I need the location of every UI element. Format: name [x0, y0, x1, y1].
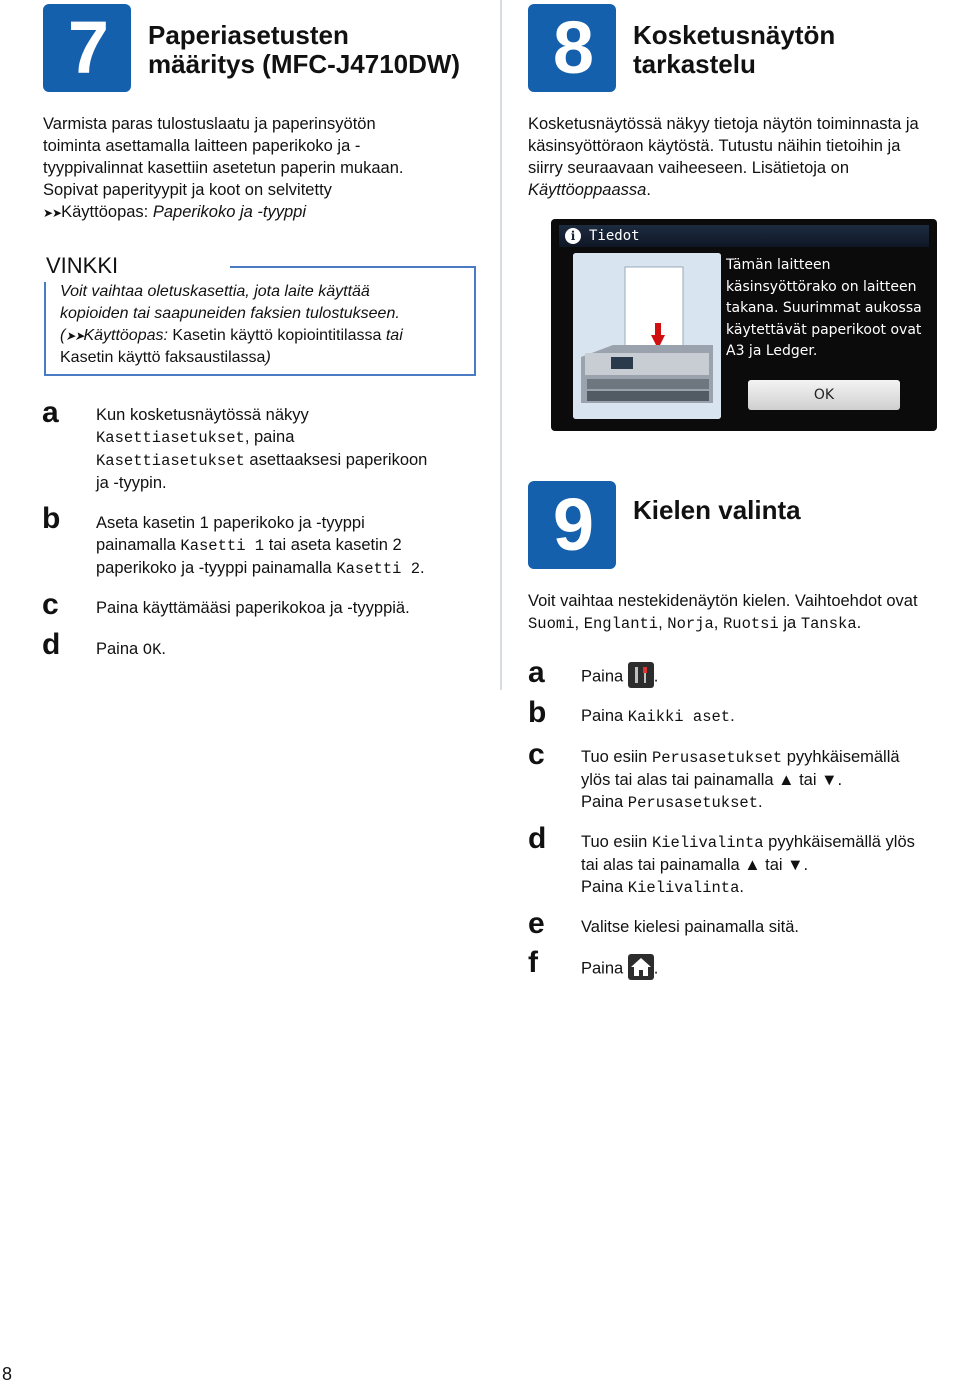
text: .: [653, 959, 659, 978]
settings-tools-icon: [628, 662, 654, 688]
step-7b-letter: b: [42, 502, 61, 535]
text: paperikoko ja -tyyppi painamalla: [96, 559, 337, 577]
step-7a-text: [96, 404, 481, 494]
text: Voit vaihtaa nestekidenäytön kielen. Vaihtoehdot ovat: [528, 592, 918, 610]
text: ja: [783, 614, 797, 632]
step-9e-text: [581, 916, 960, 938]
text: Tuo esiin: [581, 748, 652, 766]
step-8-body: [528, 113, 958, 201]
screen-message: [726, 255, 926, 363]
text: Paina: [581, 878, 628, 896]
step-8-title-line1: Kosketusnäytön: [633, 20, 836, 50]
step-7-title-line1: Paperiasetusten: [148, 20, 349, 50]
language-option: Tanska: [800, 615, 857, 633]
tip-line: Voit vaihtaa oletuskasettia, jota laite käyttää: [60, 283, 370, 300]
reference-or: tai: [385, 327, 403, 344]
body-line: siirry seuraavaan vaiheeseen. Lisätietoja on: [528, 159, 850, 177]
text: Paina: [581, 959, 624, 978]
tip-text: [60, 281, 470, 369]
message-line: käytettävät paperikoot ovat: [726, 321, 922, 338]
tip-title: VINKKI: [46, 253, 119, 278]
step-9-number-box: 9: [528, 481, 616, 569]
ui-label: Kielivalinta: [651, 834, 764, 852]
text: Paina: [96, 640, 143, 658]
screen-header-title: Tiedot: [589, 228, 640, 244]
reference-arrows-icon: ➤➤: [43, 206, 62, 220]
step-9e-letter: e: [528, 907, 545, 940]
intro-line: Varmista paras tulostuslaatu ja paperinsyötön: [43, 115, 376, 133]
intro-line: tyyppivalinnat kasettiin asetetun paperin mukaan.: [43, 159, 404, 177]
text: pyyhkäisemällä ylös: [763, 833, 915, 851]
step-7d-letter: d: [42, 628, 61, 661]
text: .: [758, 793, 763, 811]
step-9c-text: [581, 746, 960, 814]
step-9a-letter: a: [528, 656, 545, 689]
text: .: [730, 707, 735, 725]
text: Valitse kielesi painamalla sitä.: [581, 918, 799, 936]
text: .: [420, 559, 425, 577]
message-line: A3 ja Ledger.: [726, 343, 818, 359]
step-9b-text: [581, 705, 960, 728]
text: ylös tai alas tai painamalla ▲ tai ▼.: [581, 771, 843, 789]
tip-reference-2: [60, 347, 470, 369]
step-9d-letter: d: [528, 822, 547, 855]
text: Paina käyttämääsi paperikokoa ja -tyyppiä.: [96, 599, 410, 617]
step-7c-letter: c: [42, 588, 59, 621]
text: .: [161, 640, 166, 658]
intro-line: toiminta asettamalla laitteen paperikoko ja -: [43, 137, 361, 155]
reference-book: Käyttöopas:: [83, 327, 168, 344]
intro-line: Sopivat paperityypit ja koot on selvitetty: [43, 181, 332, 199]
text: Paina: [581, 667, 624, 686]
text: .: [739, 878, 745, 896]
step-9f-letter: f: [528, 946, 538, 979]
text: , paina: [244, 428, 295, 446]
step-9-title: Kielen valinta: [633, 495, 801, 525]
reference-arrows-icon: ➤➤: [65, 329, 84, 343]
step-9a-text: [581, 664, 960, 690]
language-option: Suomi: [528, 615, 575, 633]
language-option: Englanti: [583, 615, 659, 633]
manual-name: Käyttöoppaassa: [528, 181, 647, 199]
text: asettaaksesi paperikoon: [244, 451, 428, 469]
text: Paina: [581, 707, 628, 725]
text: ja -tyypin.: [96, 474, 167, 492]
step-9f-text: [581, 956, 960, 982]
page-number: 8: [2, 1364, 13, 1384]
step-7-title: [148, 21, 460, 79]
info-icon: i: [565, 228, 581, 244]
tip-reference: [60, 325, 470, 347]
printer-illustration: [573, 253, 721, 419]
reference-topic: Kasetin käyttö kopiointitilassa: [172, 327, 382, 344]
ui-label: Kasettiasetukset: [96, 452, 245, 470]
body-line: Kosketusnäytössä näkyy tietoja näytön toiminnasta ja: [528, 115, 919, 133]
ok-button[interactable]: OK: [748, 380, 900, 410]
ui-label: Kasettiasetukset: [96, 429, 245, 447]
step-9b-letter: b: [528, 696, 547, 729]
language-option: Norja: [667, 615, 714, 633]
column-divider: [500, 0, 502, 690]
message-line: takana. Suurimmat aukossa: [726, 300, 922, 316]
step-9-intro: Voit vaihtaa nestekidenäytön kielen. Vaihtoehdot ovat Suomi, Englanti, Norja, Ruotsi ja Tanska.: [528, 590, 960, 635]
step-7b-text: [96, 512, 481, 580]
text: .: [653, 667, 659, 686]
step-7-number-box: 7: [43, 4, 131, 92]
reference-topic: Kasetin käyttö faksaustilassa: [60, 349, 266, 366]
printer-icon: [573, 253, 721, 419]
step-7-title-line2: määritys (MFC-J4710DW): [148, 49, 461, 79]
paren-open: (: [60, 327, 66, 344]
touchscreen-screenshot: [551, 219, 937, 431]
step-8-title-line2: tarkastelu: [633, 49, 756, 79]
step-7c-text: [96, 597, 481, 619]
body-line: käsinsyöttöraon käytöstä. Tutustu näihin tietoihin ja: [528, 137, 901, 155]
message-line: Tämän laitteen: [726, 257, 831, 273]
step-7a-letter: a: [42, 396, 59, 429]
step-9d-text: [581, 831, 960, 899]
home-icon: [628, 954, 654, 980]
ui-label: Perusasetukset: [627, 794, 759, 812]
ui-label: OK: [142, 641, 162, 659]
ui-label: Kasetti 1: [180, 537, 265, 555]
text: Aseta kasetin 1 paperikoko ja -tyyppi: [96, 514, 365, 532]
reference-book: Käyttöopas:: [61, 203, 149, 221]
step-8-number-box: 8: [528, 4, 616, 92]
language-option: Ruotsi: [722, 615, 779, 633]
step-7d-text: [96, 638, 481, 661]
text: .: [646, 181, 651, 199]
ui-label: Kaikki aset: [627, 708, 731, 726]
text: tai alas tai painamalla ▲ tai ▼.: [581, 856, 809, 874]
text: pyyhkäisemällä: [782, 748, 900, 766]
text: Tuo esiin: [581, 833, 652, 851]
reference-topic: Paperikoko ja -tyyppi: [152, 203, 307, 221]
manual-reference: [43, 201, 483, 224]
step-8-title: [633, 21, 835, 79]
ui-label: Perusasetukset: [651, 749, 783, 767]
ui-label: Kielivalinta: [627, 879, 740, 897]
ui-label: Kasetti 2: [336, 560, 421, 578]
tip-line: kopioiden tai saapuneiden faksien tulostukseen.: [60, 305, 400, 322]
text: Paina: [581, 793, 628, 811]
paren-close: ): [265, 349, 271, 366]
text: painamalla: [96, 536, 181, 554]
text: tai aseta kasetin 2: [264, 536, 402, 554]
step-7-intro: [43, 113, 483, 224]
screen-header: [559, 225, 929, 247]
step-9c-letter: c: [528, 738, 545, 771]
text: Kun kosketusnäytössä näkyy: [96, 406, 309, 424]
message-line: käsinsyöttörako on laitteen: [726, 278, 917, 295]
